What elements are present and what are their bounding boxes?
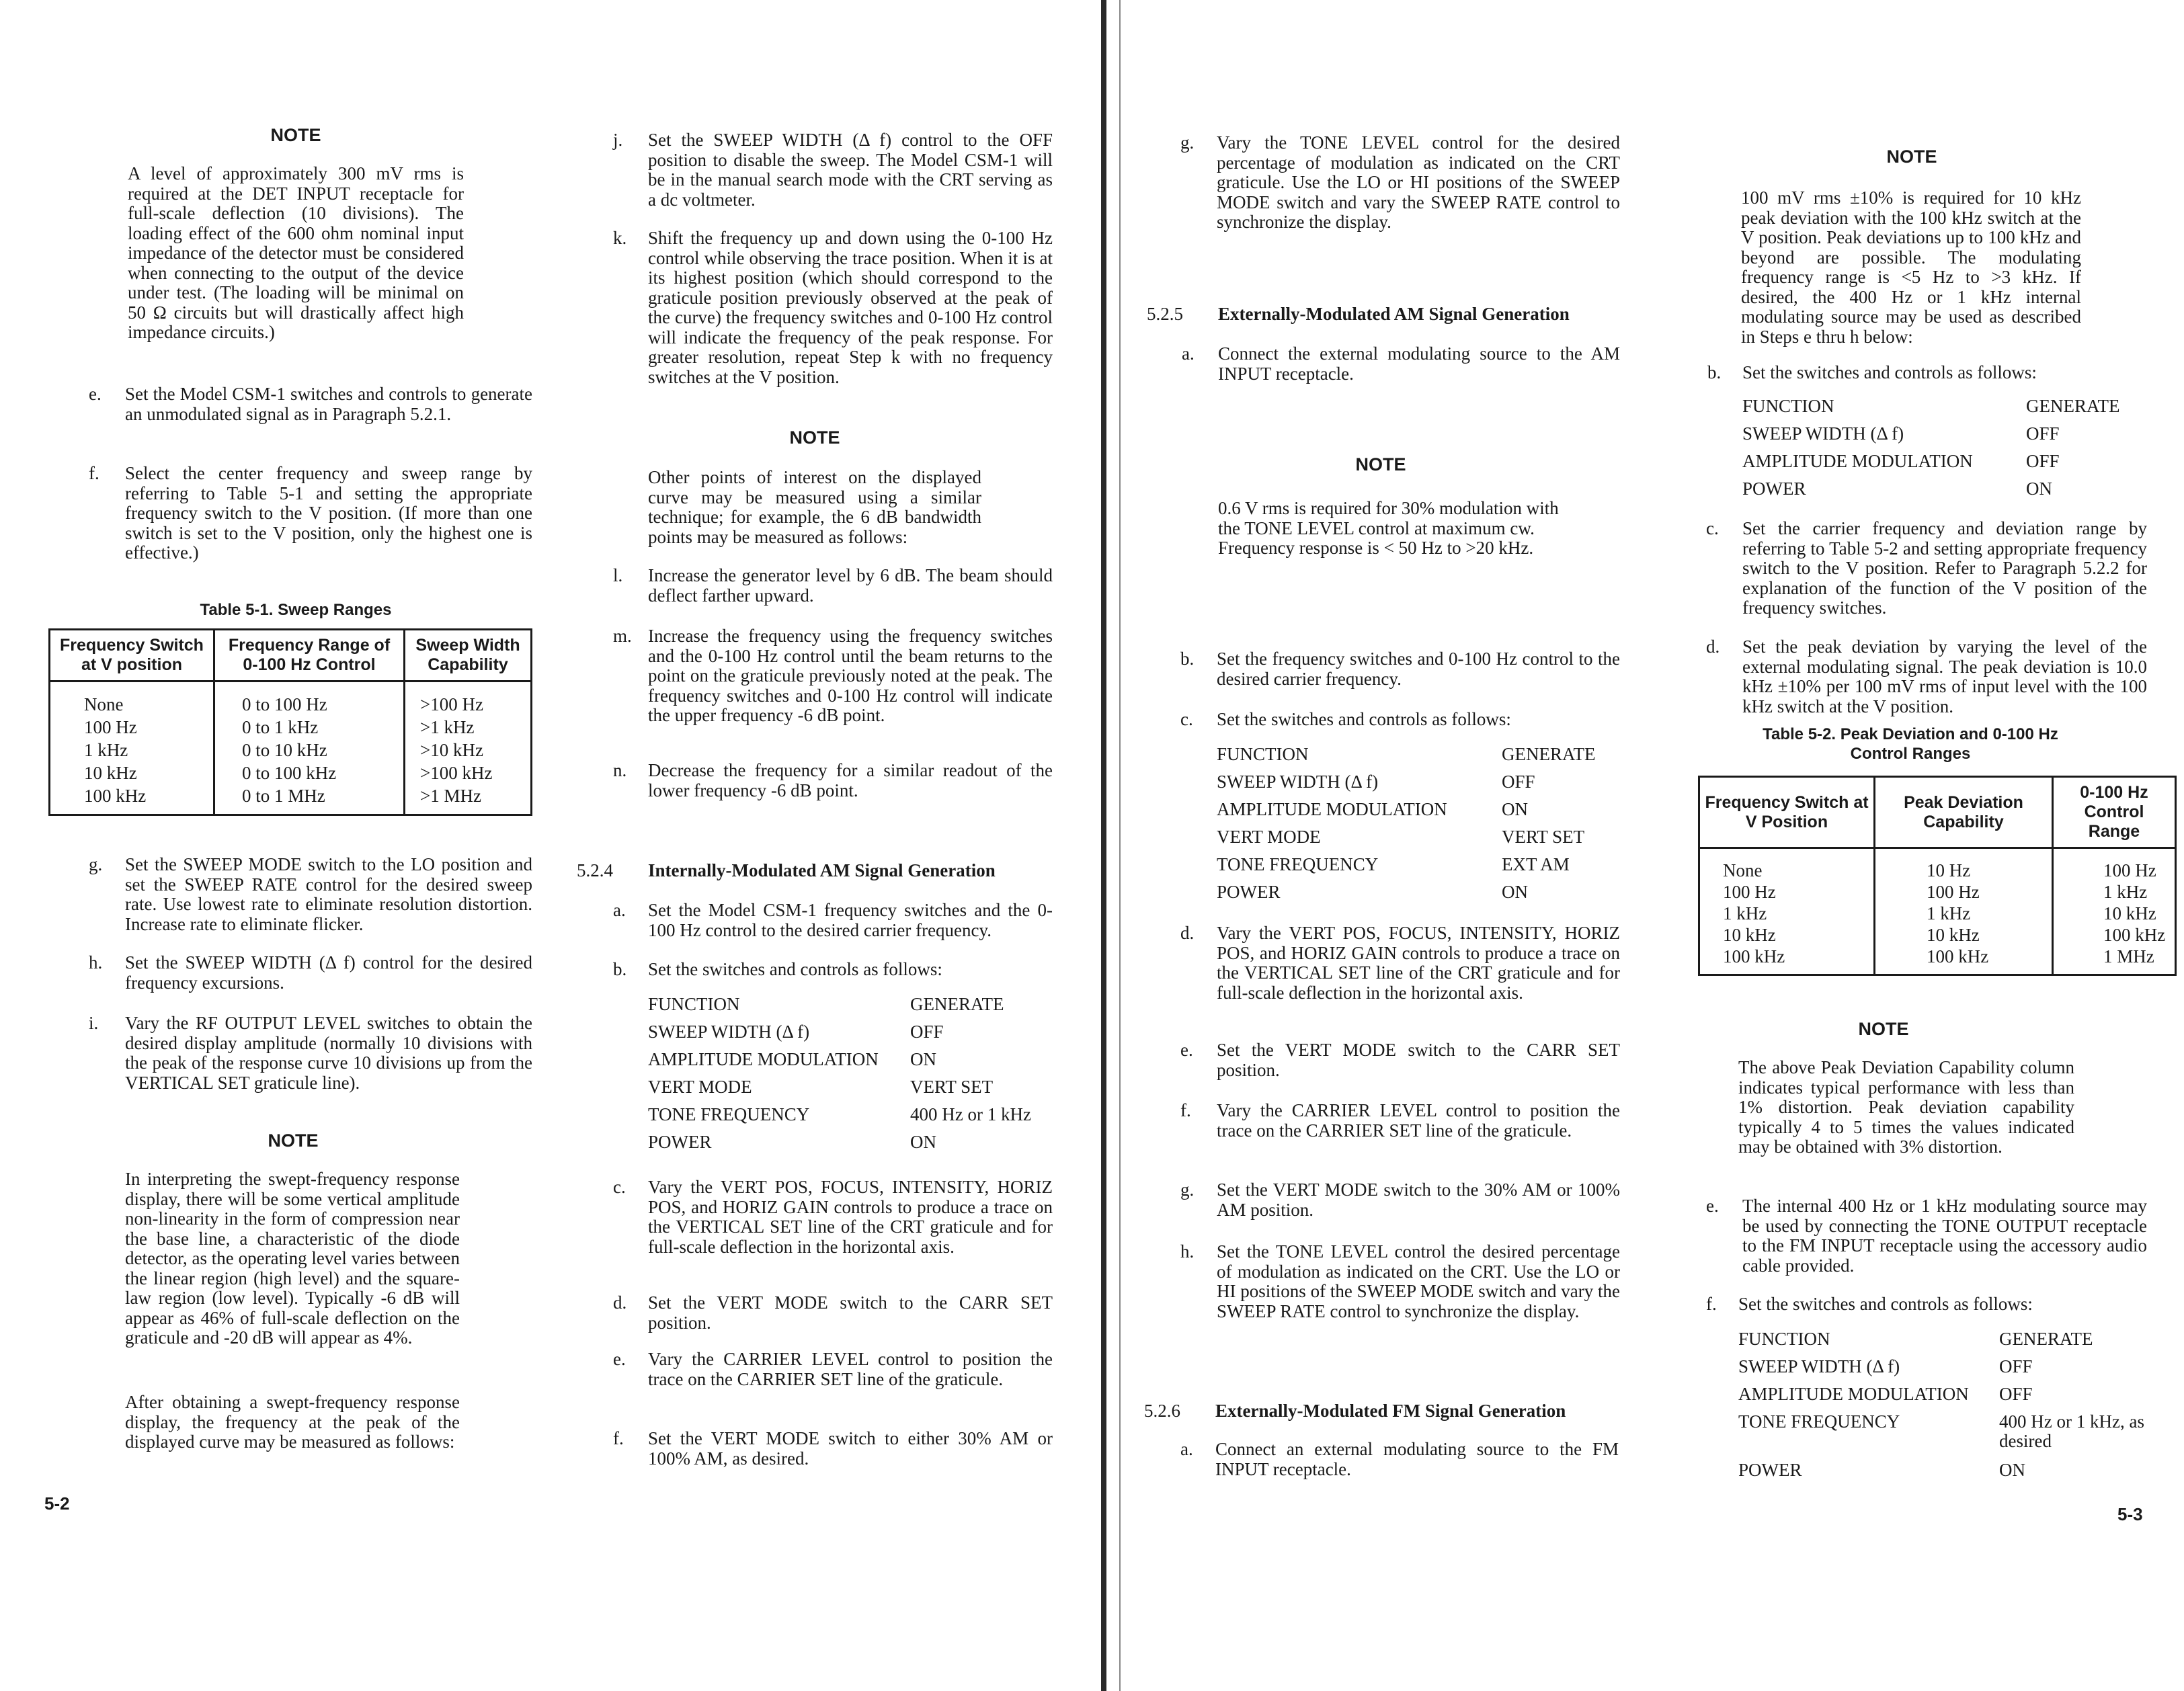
setting-name: VERT MODE	[648, 1077, 752, 1097]
page-number: 5-2	[44, 1493, 70, 1514]
step-label: e.	[1180, 1040, 1193, 1060]
settings-row	[1738, 1380, 2155, 1408]
step-text: Set the VERT MODE switch to the CARR SET position.	[1217, 1040, 1620, 1080]
step-text: Set the VERT MODE switch to the CARR SET position.	[648, 1292, 1053, 1333]
table-caption-line: Table 5-2. Peak Deviation and 0-100 Hz	[1763, 725, 2058, 743]
section-number: 5.2.6	[1144, 1401, 1180, 1421]
setting-value: ON	[910, 1049, 936, 1069]
section-title: Externally-Modulated AM Signal Generation	[1218, 304, 1570, 324]
step-text: Set the SWEEP WIDTH (Δ f) control for the desired frequency excursions.	[125, 952, 532, 993]
setting-name: FUNCTION	[1217, 744, 1309, 764]
settings-row	[1742, 448, 2146, 475]
settings-row	[1738, 1325, 2155, 1353]
setting-name: POWER	[1738, 1460, 1802, 1480]
step-text: Set the switches and controls as follows:	[1742, 362, 2037, 382]
note-body: 0.6 V rms is required for 30% modulation with the TONE LEVEL control at maximum cw. Frequency response is < 50 Hz to >20 kHz.	[1218, 498, 1559, 558]
settings-row	[1738, 1408, 2155, 1456]
table-row	[1699, 924, 2176, 946]
table-header: 0-100 Hz Control Range	[2053, 777, 2176, 848]
note-heading: NOTE	[1886, 147, 1937, 167]
step-text: Shift the frequency up and down using the 0-100 Hz control while observing the trace position. When it is at its highest position (which should correspond to the graticule position previously observed at the peak of the curve) the frequency switches and 0-100 Hz control will indicate the frequency of the peak response. For greater resolution, repeat Step k with no frequency switches at the V position.	[648, 228, 1053, 387]
step-text: Decrease the frequency for a similar readout of the lower frequency -6 dB point.	[648, 760, 1053, 800]
settings-list	[1217, 741, 1620, 906]
step-label: k.	[613, 228, 627, 248]
table-cell: 100 Hz	[1699, 881, 1875, 903]
step-text: Set the SWEEP WIDTH (Δ f) control to the OFF position to disable the sweep. The Model CSM-1 will be in the manual search mode with the CRT serving as a dc voltmeter.	[648, 130, 1053, 210]
step-label: d.	[613, 1292, 627, 1313]
settings-row	[648, 1018, 1053, 1046]
table-cell: 10 kHz	[1875, 924, 2053, 946]
setting-value: EXT AM	[1502, 854, 1570, 874]
table-row	[1699, 848, 2176, 882]
step-label: e.	[1706, 1196, 1719, 1216]
section-title: Externally-Modulated FM Signal Generation	[1215, 1401, 1566, 1421]
table-cell: 0 to 1 kHz	[214, 716, 405, 739]
step-text: Set the SWEEP MODE switch to the LO position and set the SWEEP RATE control for the desired sweep rate. Use lowest rate to eliminate resolution distortion. Increase rate to eliminate flicker.	[125, 854, 532, 934]
table-caption: Table 5-1. Sweep Ranges	[200, 601, 392, 619]
settings-row	[648, 1046, 1053, 1073]
settings-list	[1742, 393, 2146, 503]
step-text: Vary the TONE LEVEL control for the desired percentage of modulation as indicated on the CRT graticule. Use the LO or HI positions of the SWEEP MODE switch and vary the SWEEP RATE control to synchronize the display.	[1217, 132, 1620, 232]
table-cell: 100 Hz	[50, 716, 214, 739]
setting-name: TONE FREQUENCY	[648, 1104, 810, 1124]
settings-row	[648, 991, 1053, 1018]
table-caption-line: Control Ranges	[1850, 745, 1971, 763]
table-cell: 1 kHz	[1699, 903, 1875, 924]
sweep-ranges-table	[48, 628, 532, 816]
step-text: Set the TONE LEVEL control the desired percentage of modulation as indicated on the CRT. Use the LO or HI positions of the SWEEP MODE switch and vary the SWEEP RATE control to synchronize the display.	[1217, 1241, 1620, 1321]
note-body: Other points of interest on the displayed curve may be measured using a similar technique; for example, the 6 dB bandwidth points may be measured as follows:	[648, 467, 981, 547]
setting-name: FUNCTION	[1738, 1329, 1830, 1349]
table-cell: 100 Hz	[2103, 860, 2156, 880]
step-text: The internal 400 Hz or 1 kHz modulating source may be used by connecting the TONE OUTPUT receptacle to the FM INPUT receptacle using the accessory audio cable provided.	[1742, 1196, 2147, 1276]
settings-row	[1217, 878, 1620, 906]
settings-row	[1217, 823, 1620, 851]
step-label: g.	[1180, 1180, 1195, 1200]
setting-value: ON	[1502, 799, 1528, 819]
setting-name: SWEEP WIDTH (Δ f)	[1738, 1356, 1900, 1376]
step-text: Set the carrier frequency and deviation range by referring to Table 5-2 and setting appropriate frequency switch to the V position. Refer to Paragraph 5.2.2 for explanation of the function of the V position of the frequency switches.	[1742, 518, 2147, 618]
step-label: l.	[613, 565, 623, 585]
note-heading: NOTE	[1858, 1019, 1909, 1039]
table-cell: >100 kHz	[420, 763, 493, 783]
note-body: After obtaining a swept-frequency response display, the frequency at the peak of the displayed curve may be measured as follows:	[125, 1392, 460, 1452]
step-label: e.	[89, 384, 102, 404]
table-cell: 10 Hz	[1875, 848, 2053, 882]
section-title: Internally-Modulated AM Signal Generation	[648, 860, 996, 880]
table-cell: 0 to 1 MHz	[214, 784, 405, 815]
setting-name: AMPLITUDE MODULATION	[648, 1049, 879, 1069]
table-row	[50, 682, 532, 716]
setting-name: AMPLITUDE MODULATION	[1742, 451, 1973, 471]
note-body: 100 mV rms ±10% is required for 10 kHz peak deviation with the 100 kHz switch at the V position. Peak deviations up to 100 kHz and beyond are possible. The modulating frequency range is <5 Hz to >3 kHz. If desired, the 400 Hz or 1 kHz internal modulating source may be used as described in Steps e thru h below:	[1741, 188, 2081, 347]
setting-name: AMPLITUDE MODULATION	[1217, 799, 1447, 819]
step-text: Vary the CARRIER LEVEL control to position the trace on the CARRIER SET line of the graticule.	[1217, 1100, 1620, 1141]
step-text: Set the Model CSM-1 switches and controls to generate an unmodulated signal as in Paragraph 5.2.1.	[125, 384, 532, 424]
setting-name: TONE FREQUENCY	[1217, 854, 1379, 874]
setting-name: FUNCTION	[648, 994, 740, 1014]
step-label: f.	[1706, 1294, 1717, 1314]
step-label: e.	[613, 1349, 626, 1369]
page-right	[1117, 0, 2184, 1691]
note-body: A level of approximately 300 mV rms is required at the DET INPUT receptacle for full-scale deflection (10 divisions). The loading effect of the 600 ohm nominal input impedance of the detector must be considered when connecting to the output of the device under test. (The loading will be minimal on 50 Ω circuits but will drastically affect high impedance circuits.)	[128, 163, 464, 342]
step-label: a.	[1182, 343, 1195, 364]
table-header: Sweep Width Capability	[405, 630, 532, 682]
step-label: i.	[89, 1013, 99, 1033]
step-label: f.	[89, 463, 99, 483]
setting-value: 400 Hz or 1 kHz	[910, 1104, 1031, 1124]
step-text: Set the frequency switches and 0-100 Hz control to the desired carrier frequency.	[1217, 649, 1620, 689]
settings-row	[1742, 393, 2146, 420]
step-text: Select the center frequency and sweep range by referring to Table 5-1 and setting the appropriate frequency switch to the V position. (If more than one switch is set to the V position, only the highest one is effective.)	[125, 463, 532, 563]
note-heading: NOTE	[268, 1130, 319, 1151]
setting-value: OFF	[1999, 1356, 2033, 1376]
step-text: Set the switches and controls as follows:	[1738, 1294, 2033, 1314]
settings-row	[1217, 851, 1620, 878]
step-text: Vary the CARRIER LEVEL control to position the trace on the CARRIER SET line of the graticule.	[648, 1349, 1053, 1389]
step-text: Increase the generator level by 6 dB. The beam should deflect farther upward.	[648, 565, 1053, 606]
setting-value: VERT SET	[910, 1077, 994, 1097]
step-label: g.	[89, 854, 103, 874]
step-text: Connect the external modulating source to the AM INPUT receptacle.	[1218, 343, 1620, 384]
table-cell: >1 kHz	[420, 717, 475, 737]
step-label: d.	[1180, 923, 1195, 943]
note-heading: NOTE	[789, 427, 840, 448]
setting-value: ON	[2026, 479, 2052, 499]
setting-value: OFF	[1502, 772, 1535, 792]
table-header: Peak Deviation Capability	[1875, 777, 2053, 848]
step-text: Set the switches and controls as follows:	[1217, 709, 1511, 729]
setting-value: GENERATE	[1999, 1329, 2093, 1349]
step-label: b.	[613, 959, 627, 979]
settings-row	[1217, 796, 1620, 823]
step-label: n.	[613, 760, 627, 780]
table-row	[50, 716, 532, 739]
step-text: Vary the VERT POS, FOCUS, INTENSITY, HORIZ POS, and HORIZ GAIN controls to produce a trace on the VERTICAL SET line of the CRT graticule and for full-scale deflection in the horizontal axis.	[1217, 923, 1620, 1003]
step-text: Increase the frequency using the frequency switches and the 0-100 Hz control until the beam returns to the point on the graticule previously noted at the peak. The frequency switches and 0-100 Hz control will indicate the upper frequency -6 dB point.	[648, 626, 1053, 725]
setting-name: FUNCTION	[1742, 396, 1834, 416]
settings-row	[1742, 420, 2146, 448]
settings-row	[1738, 1456, 2155, 1484]
note-heading: NOTE	[1355, 454, 1406, 475]
table-cell: 1 kHz	[2103, 882, 2148, 902]
setting-value: ON	[910, 1132, 936, 1152]
settings-row	[1217, 768, 1620, 796]
table-cell: 100 kHz	[50, 784, 214, 815]
step-label: d.	[1706, 636, 1720, 657]
peak-deviation-table	[1698, 776, 2177, 976]
settings-list	[648, 991, 1053, 1156]
setting-name: SWEEP WIDTH (Δ f)	[1742, 423, 1904, 444]
setting-value: OFF	[1999, 1384, 2033, 1404]
note-heading: NOTE	[270, 125, 321, 145]
setting-value: OFF	[2026, 451, 2060, 471]
page-number: 5-3	[2117, 1504, 2143, 1524]
step-label: g.	[1180, 132, 1195, 153]
setting-name: POWER	[1742, 479, 1806, 499]
step-label: a.	[1180, 1439, 1193, 1459]
table-cell: None	[50, 682, 214, 716]
setting-value: ON	[1999, 1460, 2025, 1480]
step-text: Set the peak deviation by varying the level of the external modulating signal. The peak deviation is 10.0 kHz ±10% per 100 mV rms of input level with the 100 kHz switch at the V position.	[1742, 636, 2147, 716]
step-label: f.	[1180, 1100, 1191, 1120]
setting-name: AMPLITUDE MODULATION	[1738, 1384, 1969, 1404]
step-text: Set the switches and controls as follows:	[648, 959, 942, 979]
step-text: Set the Model CSM-1 frequency switches and the 0-100 Hz control to the desired carrier frequency.	[648, 900, 1053, 940]
table-row	[1699, 946, 2176, 975]
settings-list	[1738, 1325, 2155, 1484]
table-cell: >100 Hz	[420, 694, 483, 714]
settings-row	[1742, 475, 2146, 503]
settings-row	[1738, 1353, 2155, 1380]
table-header: Frequency Switch at V Position	[1699, 777, 1875, 848]
table-row	[50, 739, 532, 761]
note-body: The above Peak Deviation Capability column indicates typical performance with less than 1% distortion. Peak deviation capability typically 4 to 5 times the values indicated may be obtained with 3% distortion.	[1738, 1057, 2074, 1157]
table-cell: 100 kHz	[1875, 946, 2053, 975]
table-cell: 100 kHz	[2103, 925, 2166, 945]
table-cell: 0 to 100 Hz	[214, 682, 405, 716]
settings-row	[1217, 741, 1620, 768]
step-label: j.	[613, 130, 623, 150]
setting-name: VERT MODE	[1217, 827, 1321, 847]
step-label: m.	[613, 626, 632, 646]
step-text: Vary the VERT POS, FOCUS, INTENSITY, HORIZ POS, and HORIZ GAIN controls to produce a trace on the VERTICAL SET line of the CRT graticule and for full-scale deflection in the horizontal axis.	[648, 1177, 1053, 1257]
table-cell: 1 kHz	[1875, 903, 2053, 924]
section-number: 5.2.4	[577, 860, 613, 880]
step-label: a.	[613, 900, 626, 920]
table-cell: 100 Hz	[1875, 881, 2053, 903]
settings-row	[648, 1128, 1053, 1156]
table-row	[50, 761, 532, 784]
step-text: Set the VERT MODE switch to the 30% AM or 100% AM position.	[1217, 1180, 1620, 1220]
step-text: Vary the RF OUTPUT LEVEL switches to obtain the desired display amplitude (normally 10 divisions with the peak of the response curve 10 divisions up from the VERTICAL SET graticule line).	[125, 1013, 532, 1093]
setting-name: POWER	[1217, 882, 1281, 902]
step-text: Connect an external modulating source to the FM INPUT receptacle.	[1215, 1439, 1619, 1479]
setting-value: 400 Hz or 1 kHz, as desired	[1999, 1411, 2144, 1451]
table-cell: 0 to 100 kHz	[214, 761, 405, 784]
table-cell: 10 kHz	[50, 761, 214, 784]
settings-row	[648, 1101, 1053, 1128]
step-label: b.	[1180, 649, 1195, 669]
step-label: c.	[1706, 518, 1719, 538]
table-row	[1699, 881, 2176, 903]
table-cell: 10 kHz	[2103, 903, 2156, 923]
table-cell: 100 kHz	[1699, 946, 1875, 975]
table-row	[50, 784, 532, 815]
table-cell: >10 kHz	[420, 740, 483, 760]
setting-value: OFF	[910, 1022, 944, 1042]
table-cell: >1 MHz	[420, 786, 481, 806]
setting-value: GENERATE	[910, 994, 1004, 1014]
step-label: h.	[89, 952, 103, 973]
step-label: f.	[613, 1428, 624, 1448]
setting-value: VERT SET	[1502, 827, 1585, 847]
setting-name: SWEEP WIDTH (Δ f)	[1217, 772, 1379, 792]
step-label: b.	[1707, 362, 1722, 382]
step-label: c.	[613, 1177, 626, 1197]
table-row	[1699, 903, 2176, 924]
table-caption	[1722, 725, 2099, 764]
setting-value: OFF	[2026, 423, 2060, 444]
step-text: Set the VERT MODE switch to either 30% AM or 100% AM, as desired.	[648, 1428, 1053, 1469]
settings-row	[648, 1073, 1053, 1101]
setting-name: TONE FREQUENCY	[1738, 1411, 1900, 1432]
step-label: h.	[1180, 1241, 1195, 1262]
table-header: Frequency Switch at V position	[50, 630, 214, 682]
setting-name: SWEEP WIDTH (Δ f)	[648, 1022, 810, 1042]
table-cell: 1 kHz	[50, 739, 214, 761]
table-header: Frequency Range of 0-100 Hz Control	[214, 630, 405, 682]
table-cell: None	[1699, 848, 1875, 882]
setting-value: ON	[1502, 882, 1528, 902]
table-cell: 0 to 10 kHz	[214, 739, 405, 761]
setting-value: GENERATE	[1502, 744, 1596, 764]
step-label: c.	[1180, 709, 1193, 729]
section-number: 5.2.5	[1147, 304, 1183, 324]
table-cell: 10 kHz	[1699, 924, 1875, 946]
note-body: In interpreting the swept-frequency response display, there will be some vertical amplitude non-linearity in the form of compression near the base line, a characteristic of the diode detector, as the operating level varies between the linear region (high level) and the square-law region (low level). Typically -6 dB will appear as 46% of full-scale deflection on the graticule and -20 dB will appear as 4%.	[125, 1169, 460, 1348]
setting-value: GENERATE	[2026, 396, 2120, 416]
table-cell: 1 MHz	[2103, 946, 2154, 966]
setting-name: POWER	[648, 1132, 712, 1152]
